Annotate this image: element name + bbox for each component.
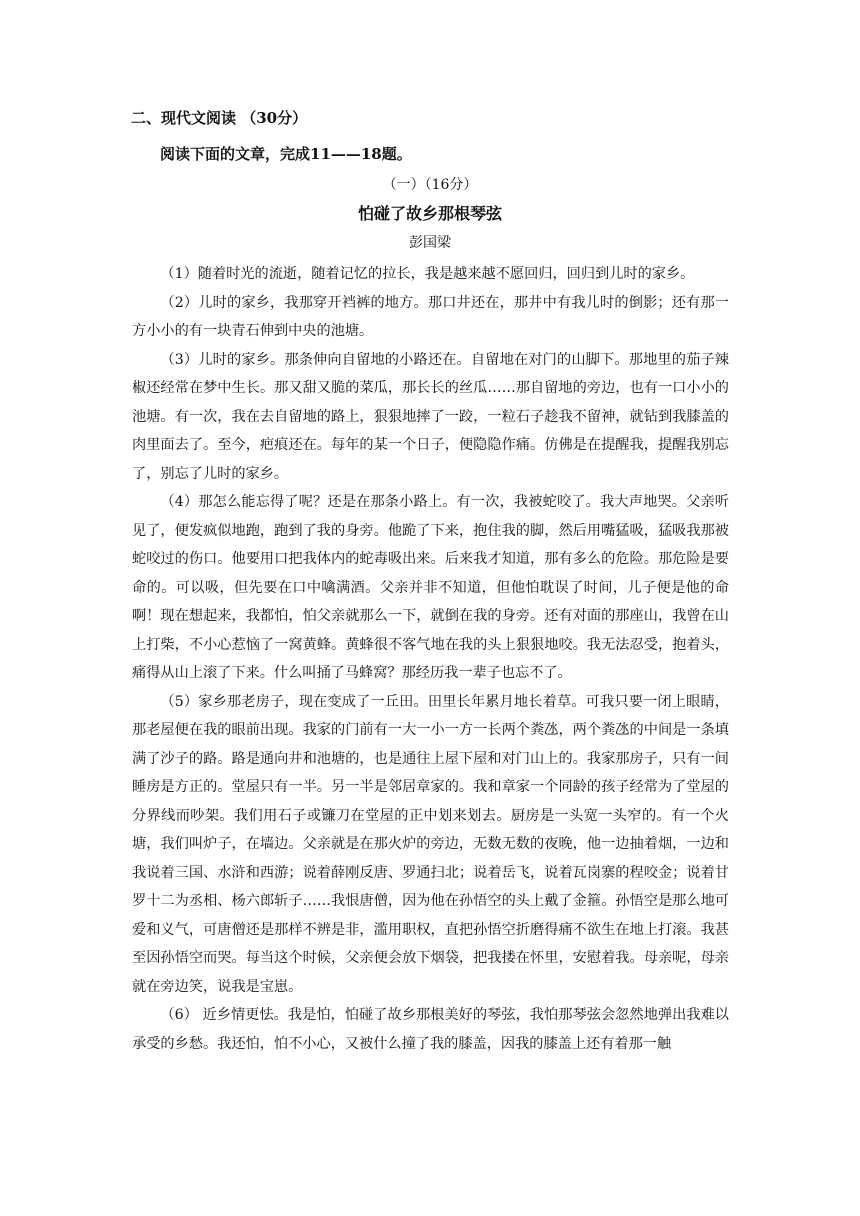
article-paragraph-5: （5）家乡那老房子，现在变成了一丘田。田里长年累月地长着草。可我只要一闭上眼睛，那老屋便在我的眼前出现。我家的门前有一大一小一方一长两个粪氹，两个粪氹的中间是一条填满了沙子的路。路是通向井和池塘的，也是通往上屋下屋和对门山上的。我家那房子，只有一间睡房是方正的。堂屋只有一半。另一半是邻居章家的。我和章家一个同龄的孩子经常为了堂屋的分界线而吵架。我们用石子或镰刀在堂屋的正中划来划去。厨房是一头宽一头窄的。有一个火塘，我们叫炉子，在墙边。父亲就是在那火炉的旁边，无数无数的夜晚，他一边抽着烟，一边和我说着三国、水浒和西游；说着薛刚反唐、罗通扫北；说着岳飞，说着瓦岗寨的程咬金；说着甘罗十二为丞相、杨六郎斩子……我恨唐僧，因为他在孙悟空的头上戴了金箍。孙悟空是那么地可爱和义气，可唐僧还是那样不辨是非，滥用职权，直把孙悟空折磨得痛不欲生在地上打滚。我甚至因孙悟空而哭。每当这个时候，父亲便会放下烟袋，把我搂在怀里，安慰着我。母亲呢，母亲就在旁边笑，说我是宝崽。 bbox=[132, 693, 729, 995]
article-paragraph-1: （1）随着时光的流逝，随着记忆的拉长，我是越来越不愿回归，回归到儿时的家乡。 bbox=[160, 266, 695, 282]
section-heading: 二、现代文阅读 （30分） bbox=[131, 109, 308, 127]
article-paragraph-6: （6） 近乡情更怯。我是怕，怕碰了故乡那根美好的琴弦，我怕那琴弦会忽然地弹出我难以承受的乡愁。我还怕，怕不小心，又被什么撞了我的膝盖，因我的膝盖上还有着那一触 bbox=[132, 1007, 729, 1052]
article-paragraph-2: （2）儿时的家乡，我那穿开裆裤的地方。那口井还在，那井中有我儿时的倒影；还有那一方小小的有一块青石伸到中央的池塘。 bbox=[132, 294, 729, 339]
article-body bbox=[132, 260, 729, 1058]
article-title: 怕碰了故乡那根琴弦 bbox=[357, 204, 502, 223]
article-author: 彭国梁 bbox=[409, 235, 451, 251]
article-paragraph-4: （4）那怎么能忘得了呢？还是在那条小路上。有一次，我被蛇咬了。我大声地哭。父亲听见了，便发疯似地跑，跑到了我的身旁。他跪了下来，抱住我的脚，然后用嘴猛吸，猛吸我那被蛇咬过的伤口。他要用口把我体内的蛇毒吸出来。后来我才知道，那有多么的危险。那危险是要命的。可以吸，但先要在口中噙满酒。父亲并非不知道，但他怕耽误了时间，儿子便是他的命啊！现在想起来，我都怕，怕父亲就那么一下，就倒在我的身旁。还有对面的那座山，我曾在山上打柴，不小心惹恼了一窝黄蜂。黄蜂很不客气地在我的头上狠狠地咬。我无法忍受，抱着头，痛得从山上滚了下来。什么叫捅了马蜂窝？那经历我一辈子也忘不了。 bbox=[132, 494, 729, 681]
article-paragraph-3: （3）儿时的家乡。那条伸向自留地的小路还在。自留地在对门的山脚下。那地里的茄子辣椒还经常在梦中生长。那又甜又脆的菜瓜，那长长的丝瓜……那自留地的旁边，也有一口小小的池塘。有一次，我在去自留地的路上，狠狠地摔了一跤，一粒石子趁我不留神，就钻到我膝盖的肉里面去了。至今，疤痕还在。每年的某一个日子，便隐隐作痛。仿佛是在提醒我，提醒我别忘了，别忘了儿时的家乡。 bbox=[132, 351, 729, 482]
reading-instruction: 阅读下面的文章，完成11——18题。 bbox=[160, 145, 412, 163]
part-label: （一）（16分） bbox=[382, 177, 478, 193]
